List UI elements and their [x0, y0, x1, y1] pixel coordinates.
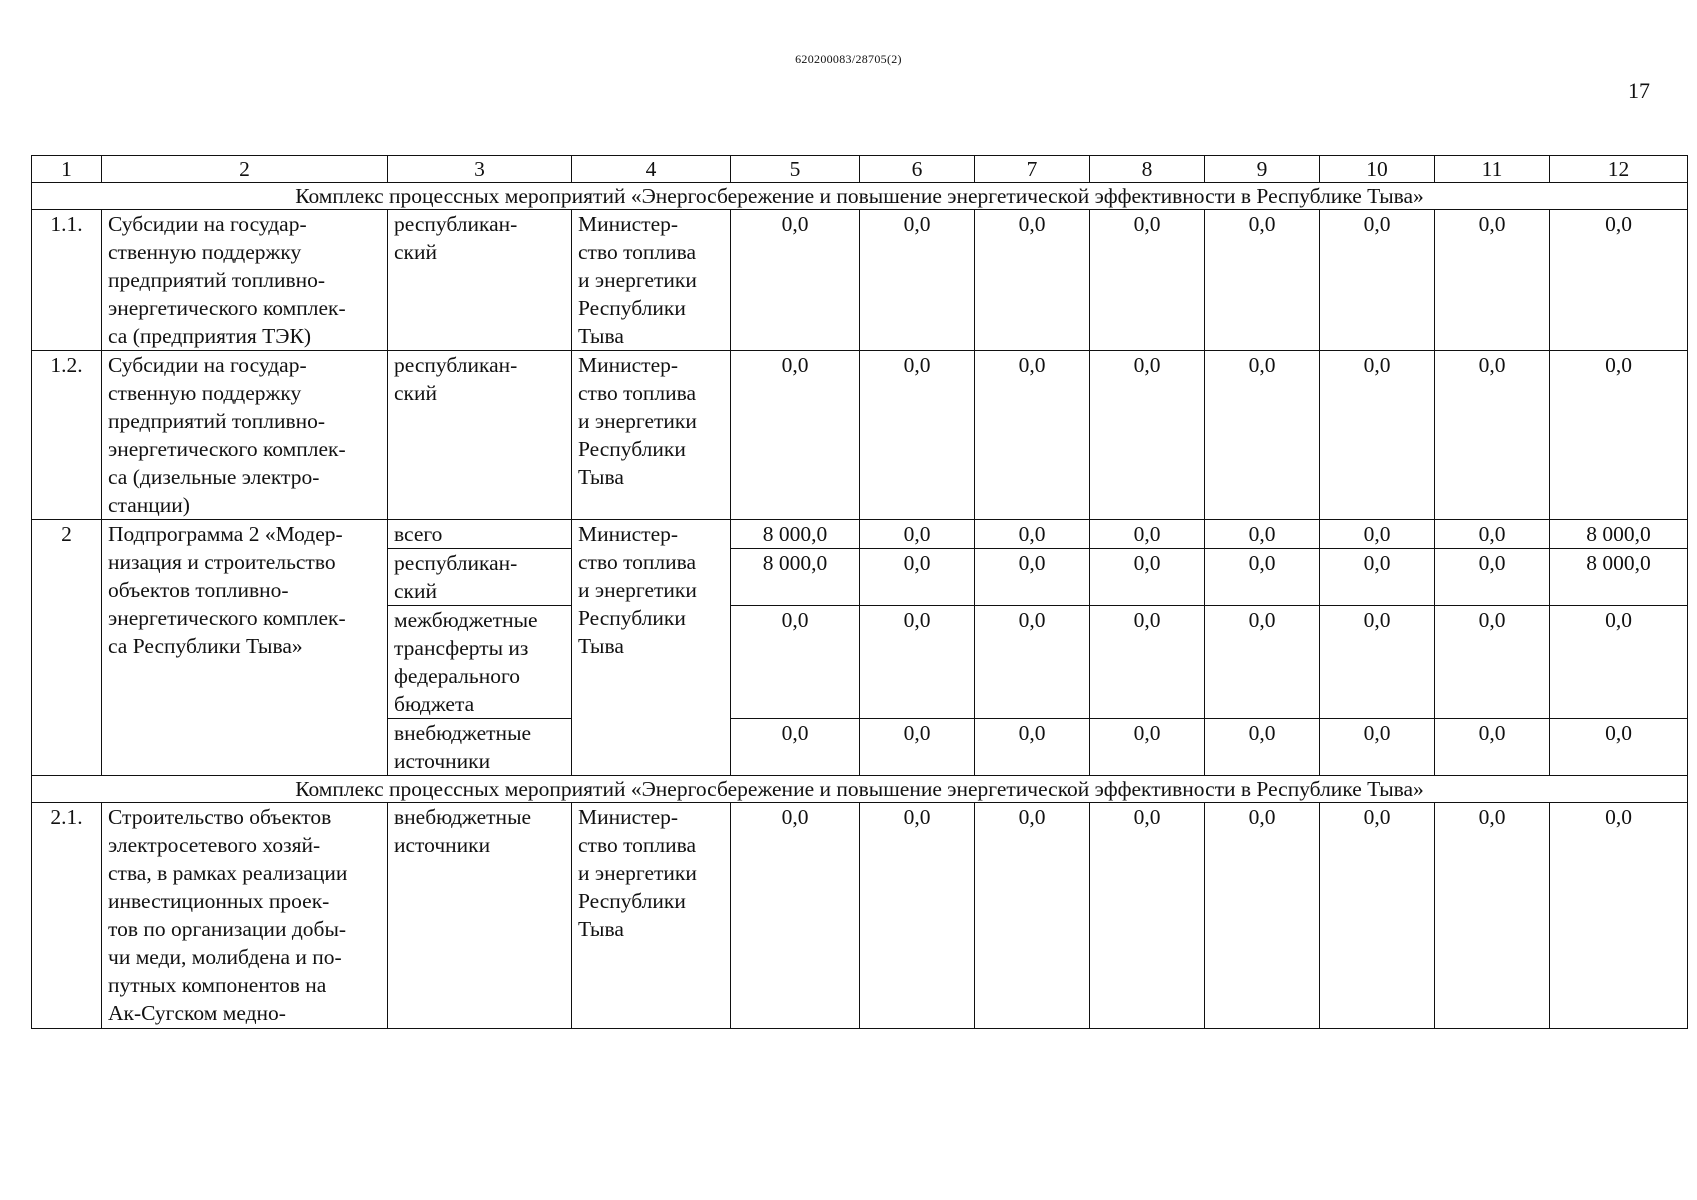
row-number: 1.1.: [32, 210, 102, 351]
header-cell: 9: [1205, 156, 1320, 183]
value-cell: 0,0: [1205, 210, 1320, 351]
value-cell: 0,0: [731, 719, 860, 776]
section-title: Комплекс процессных мероприятий «Энергосбережение и повышение энергетической эффективности в Республике Тыва»: [32, 183, 1688, 210]
table-row: [32, 803, 1688, 1029]
value-cell: 0,0: [1205, 719, 1320, 776]
value-cell: 0,0: [1090, 210, 1205, 351]
value-cell: 0,0: [1090, 606, 1205, 719]
value-cell: 0,0: [1550, 719, 1688, 776]
value-cell: 0,0: [975, 719, 1090, 776]
value-cell: 0,0: [1320, 210, 1435, 351]
executor: Министер- ство топлива и энергетики Республики Тыва: [572, 210, 731, 351]
value-cell: 0,0: [1205, 803, 1320, 1029]
value-cell: 0,0: [1550, 606, 1688, 719]
header-cell: 6: [860, 156, 975, 183]
table-row: [32, 351, 1688, 520]
value-cell: 0,0: [1435, 210, 1550, 351]
value-cell: 0,0: [1435, 520, 1550, 549]
header-cell: 4: [572, 156, 731, 183]
value-cell: 0,0: [1090, 520, 1205, 549]
header-cell: 3: [388, 156, 572, 183]
row-number: 2.1.: [32, 803, 102, 1029]
value-cell: 8 000,0: [731, 520, 860, 549]
header-cell: 5: [731, 156, 860, 183]
table-row: [32, 520, 1688, 549]
value-cell: 0,0: [975, 803, 1090, 1029]
value-cell: 8 000,0: [1550, 549, 1688, 606]
section-row: [32, 776, 1688, 803]
value-cell: 0,0: [1550, 210, 1688, 351]
value-cell: 0,0: [975, 549, 1090, 606]
value-cell: 0,0: [975, 351, 1090, 520]
executor: Министер- ство топлива и энергетики Республики Тыва: [572, 351, 731, 520]
value-cell: 0,0: [975, 606, 1090, 719]
funding-source: всего: [388, 520, 572, 549]
value-cell: 0,0: [1205, 351, 1320, 520]
page-number: 17: [1628, 78, 1650, 103]
measure-name: Подпрограмма 2 «Модер- низация и строительство объектов топливно- энергетического комплек- са Республики Тыва»: [102, 520, 388, 776]
value-cell: 0,0: [1320, 606, 1435, 719]
value-cell: 0,0: [975, 210, 1090, 351]
funding-source: внебюджетные источники: [388, 719, 572, 776]
header-cell: 10: [1320, 156, 1435, 183]
table-row: [32, 210, 1688, 351]
value-cell: 0,0: [1435, 351, 1550, 520]
executor: Министер- ство топлива и энергетики Республики Тыва: [572, 803, 731, 1029]
value-cell: 0,0: [860, 719, 975, 776]
value-cell: 0,0: [1090, 803, 1205, 1029]
header-cell: 2: [102, 156, 388, 183]
value-cell: 0,0: [860, 606, 975, 719]
value-cell: 0,0: [860, 549, 975, 606]
row-number: 1.2.: [32, 351, 102, 520]
value-cell: 0,0: [860, 520, 975, 549]
value-cell: 0,0: [1090, 351, 1205, 520]
program-table: [31, 155, 1688, 1029]
measure-name: Субсидии на государ- ственную поддержку предприятий топливно- энергетического комплек- са (дизельные электро- станции): [102, 351, 388, 520]
value-cell: 0,0: [1435, 606, 1550, 719]
row-number: 2: [32, 520, 102, 776]
value-cell: 0,0: [731, 803, 860, 1029]
value-cell: 8 000,0: [1550, 520, 1688, 549]
measure-name: Субсидии на государ- ственную поддержку предприятий топливно- энергетического комплек- са (предприятия ТЭК): [102, 210, 388, 351]
value-cell: 0,0: [1435, 803, 1550, 1029]
funding-source: республикан- ский: [388, 210, 572, 351]
measure-name: Строительство объектов электросетевого хозяй- ства, в рамках реализации инвестиционных проек- тов по организации добы- чи меди, молибдена и по- путных компонентов на Ак-Сугском медно-: [102, 803, 388, 1029]
header-cell: 12: [1550, 156, 1688, 183]
value-cell: 0,0: [1320, 351, 1435, 520]
value-cell: 0,0: [1090, 719, 1205, 776]
value-cell: 0,0: [860, 210, 975, 351]
header-cell: 1: [32, 156, 102, 183]
column-number-row: [32, 156, 1688, 183]
value-cell: 0,0: [1435, 549, 1550, 606]
value-cell: 0,0: [1320, 803, 1435, 1029]
value-cell: 0,0: [975, 520, 1090, 549]
value-cell: 0,0: [860, 351, 975, 520]
value-cell: 0,0: [731, 351, 860, 520]
value-cell: 0,0: [860, 803, 975, 1029]
header-cell: 11: [1435, 156, 1550, 183]
funding-source: республикан- ский: [388, 549, 572, 606]
value-cell: 0,0: [1550, 803, 1688, 1029]
section-row: [32, 183, 1688, 210]
value-cell: 0,0: [1435, 719, 1550, 776]
value-cell: 0,0: [1320, 549, 1435, 606]
funding-source: внебюджетные источники: [388, 803, 572, 1029]
header-cell: 7: [975, 156, 1090, 183]
value-cell: 0,0: [1090, 549, 1205, 606]
value-cell: 0,0: [1550, 351, 1688, 520]
section-title: Комплекс процессных мероприятий «Энергосбережение и повышение энергетической эффективности в Республике Тыва»: [32, 776, 1688, 803]
value-cell: 0,0: [731, 606, 860, 719]
value-cell: 0,0: [1205, 549, 1320, 606]
document-id: 620200083/28705(2): [795, 52, 902, 66]
executor: Министер- ство топлива и энергетики Республики Тыва: [572, 520, 731, 776]
value-cell: 0,0: [1205, 520, 1320, 549]
funding-source: республикан- ский: [388, 351, 572, 520]
value-cell: 0,0: [1320, 719, 1435, 776]
header-cell: 8: [1090, 156, 1205, 183]
funding-source: межбюджетные трансферты из федерального бюджета: [388, 606, 572, 719]
value-cell: 0,0: [731, 210, 860, 351]
value-cell: 8 000,0: [731, 549, 860, 606]
value-cell: 0,0: [1205, 606, 1320, 719]
value-cell: 0,0: [1320, 520, 1435, 549]
